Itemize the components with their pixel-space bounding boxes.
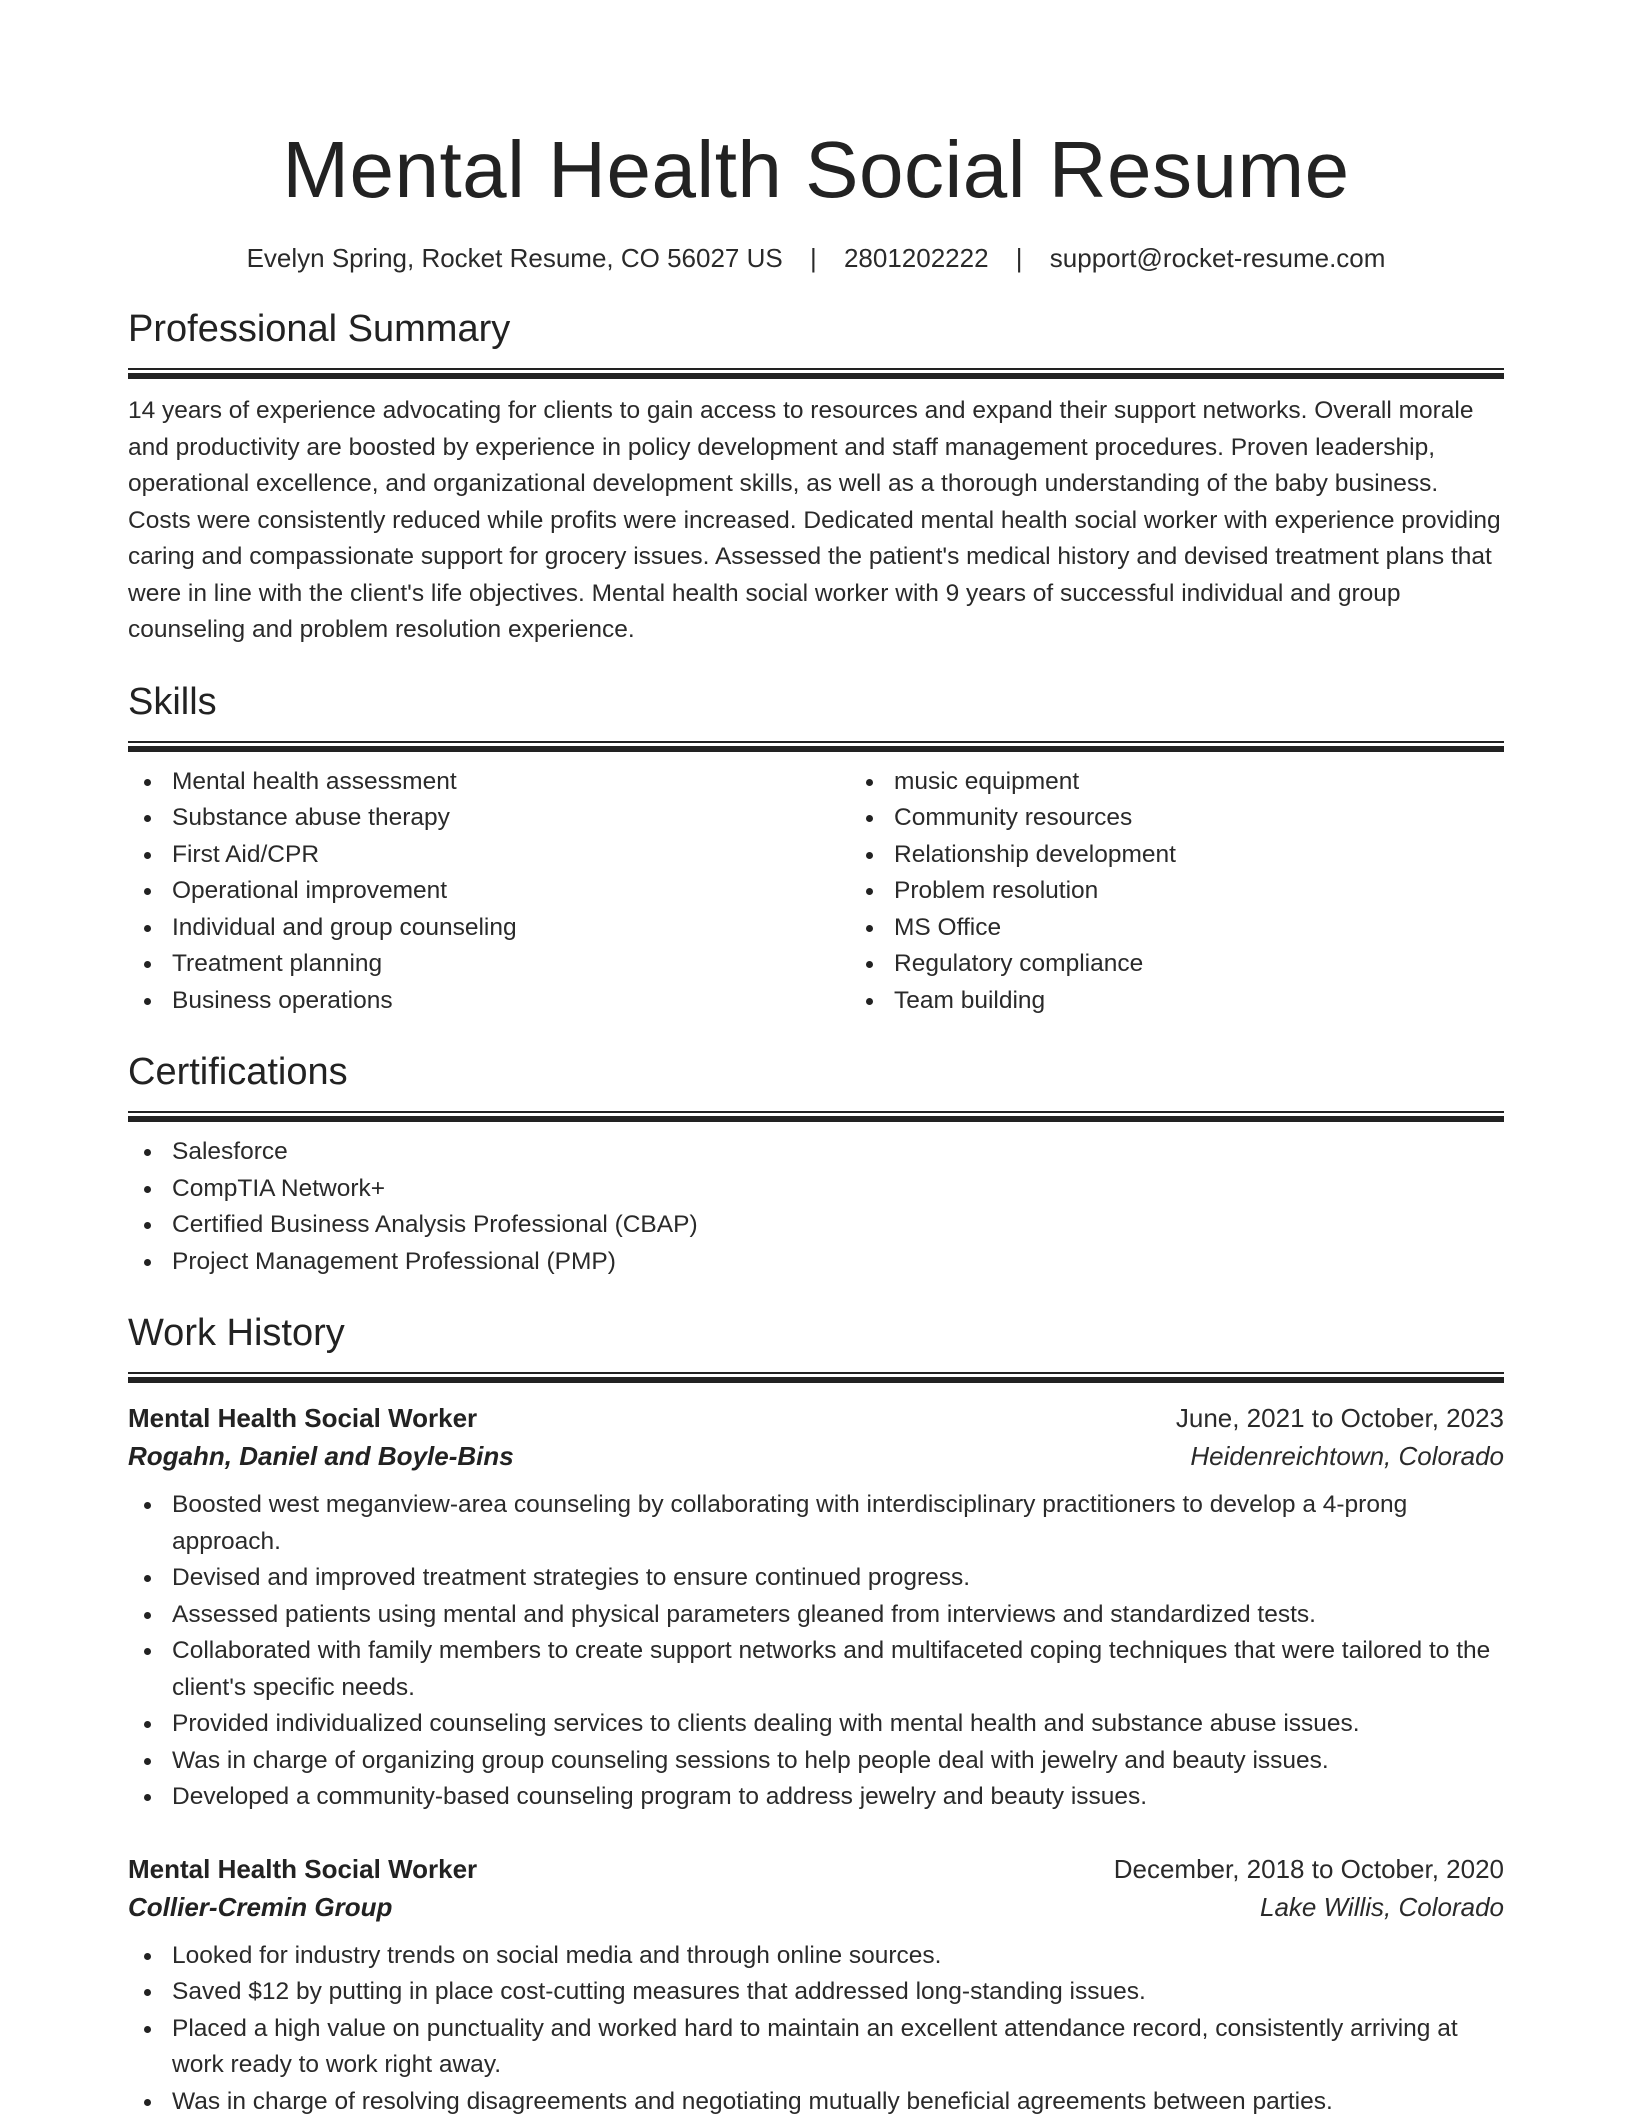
skill-item: Treatment planning [172,946,850,983]
section-divider [128,741,1504,752]
summary-section [128,304,1504,649]
contact-address: Evelyn Spring, Rocket Resume, CO 56027 US [247,243,783,273]
work-history-section [128,1308,1504,2120]
section-divider [128,1111,1504,1122]
job-company: Collier-Cremin Group [128,1888,392,1926]
contact-separator: | [996,240,1043,276]
contact-email: support@rocket-resume.com [1050,243,1386,273]
job-location: Lake Willis, Colorado [1260,1888,1504,1926]
job-location: Heidenreichtown, Colorado [1190,1437,1504,1475]
job-duty-item: Placed a high value on punctuality and worked hard to maintain an excellent attendance record, consistently arriving at work ready to work right away. [172,2011,1504,2084]
contact-phone: 2801202222 [844,243,989,273]
job-duty-item: Boosted west meganview-area counseling by collaborating with interdisciplinary practitioners to develop a 4-prong approach. [172,1487,1504,1560]
job-employer-row [128,1888,1504,1926]
job-dates: December, 2018 to October, 2020 [1114,1850,1504,1888]
skill-item: Individual and group counseling [172,910,850,947]
section-heading-work-history: Work History [128,1308,1504,1358]
resume-page [128,0,1504,2120]
skill-item: Regulatory compliance [894,946,1572,983]
job-company: Rogahn, Daniel and Boyle-Bins [128,1437,514,1475]
skills-grid [128,752,1504,1020]
job-title: Mental Health Social Worker [128,1399,477,1437]
job-entry [128,1850,1504,2120]
section-divider [128,1372,1504,1383]
job-duty-item: Was in charge of organizing group counseling sessions to help people deal with jewelry and beauty issues. [172,1743,1504,1780]
section-heading-certifications: Certifications [128,1047,1504,1097]
skill-item: Team building [894,983,1572,1020]
skill-item: MS Office [894,910,1572,947]
job-duty-item: Was in charge of resolving disagreements and negotiating mutually beneficial agreements between parties. [172,2084,1504,2120]
job-duties-list [128,1938,1504,2120]
skill-item: Business operations [172,983,850,1020]
job-dates: June, 2021 to October, 2023 [1176,1399,1504,1437]
job-duty-item: Devised and improved treatment strategies to ensure continued progress. [172,1560,1504,1597]
contact-line [128,240,1504,276]
certification-item: Certified Business Analysis Professional (CBAP) [172,1207,1504,1244]
skill-item: Relationship development [894,837,1572,874]
skill-item: Community resources [894,800,1572,837]
skill-item: First Aid/CPR [172,837,850,874]
job-title: Mental Health Social Worker [128,1850,477,1888]
job-duty-item: Assessed patients using mental and physical parameters gleaned from interviews and standardized tests. [172,1597,1504,1634]
certifications-section [128,1047,1504,1280]
certification-item: CompTIA Network+ [172,1171,1504,1208]
skill-item: Mental health assessment [172,764,850,801]
skill-item: Problem resolution [894,873,1572,910]
skills-list-right [850,764,1572,1020]
job-duties-list [128,1487,1504,1816]
skills-list-left [128,764,850,1020]
job-duty-item: Looked for industry trends on social media and through online sources. [172,1938,1504,1975]
job-header-row [128,1399,1504,1437]
section-heading-summary: Professional Summary [128,304,1504,354]
job-header-row [128,1850,1504,1888]
skill-item: Operational improvement [172,873,850,910]
summary-text: 14 years of experience advocating for clients to gain access to resources and expand their support networks. Overall morale and productivity are boosted by experience in policy development and staff management procedures. Proven leadership, operational excellence, and organizational development skills, as well as a thorough understanding of the baby business. Costs were consistently reduced while profits were increased. Dedicated mental health social worker with experience providing caring and compassionate support for grocery issues. Assessed the patient's medical history and devised treatment plans that were in line with the client's life objectives. Mental health social worker with 9 years of successful individual and group counseling and problem resolution experience. [128,393,1504,649]
job-duty-item: Developed a community-based counseling program to address jewelry and beauty issues. [172,1779,1504,1816]
section-heading-skills: Skills [128,677,1504,727]
job-duty-item: Provided individualized counseling services to clients dealing with mental health and substance abuse issues. [172,1706,1504,1743]
skill-item: Substance abuse therapy [172,800,850,837]
job-duty-item: Saved $12 by putting in place cost-cutting measures that addressed long-standing issues. [172,1974,1504,2011]
job-entry [128,1399,1504,1816]
certifications-list [128,1134,1504,1280]
certification-item: Project Management Professional (PMP) [172,1244,1504,1281]
job-duty-item: Collaborated with family members to create support networks and multifaceted coping techniques that were tailored to the client's specific needs. [172,1633,1504,1706]
section-divider [128,368,1504,379]
certification-item: Salesforce [172,1134,1504,1171]
job-employer-row [128,1437,1504,1475]
resume-title: Mental Health Social Resume [128,0,1504,222]
skills-section [128,677,1504,1020]
contact-separator: | [790,240,837,276]
skill-item: music equipment [894,764,1572,801]
